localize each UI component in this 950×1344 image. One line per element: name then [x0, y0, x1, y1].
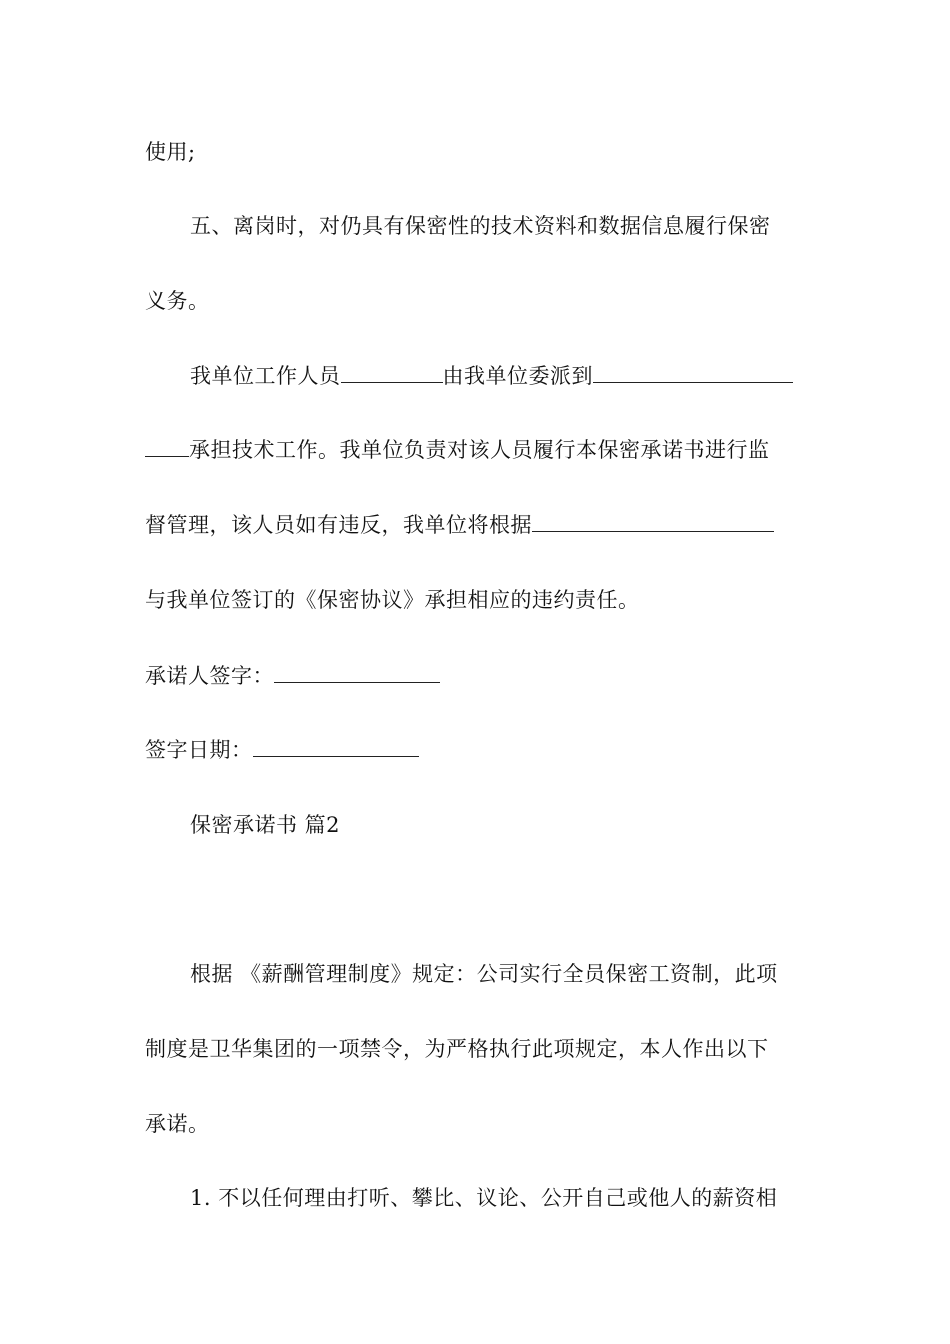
- date-blank: [253, 736, 419, 757]
- text-line: 五、离岗时，对仍具有保密性的技术资料和数据信息履行保密: [190, 214, 771, 238]
- fill-in-blank: [145, 436, 189, 457]
- text-segment: 承担技术工作。我单位负责对该人员履行本保密承诺书进行监: [189, 438, 770, 462]
- fill-in-blank: [341, 362, 443, 383]
- fill-in-blank: [532, 511, 774, 532]
- text-line: 制度是卫华集团的一项禁令，为严格执行此项规定，本人作出以下: [145, 1037, 769, 1061]
- text-line: 根据 《薪酬管理制度》规定：公司实行全员保密工资制，此项: [190, 962, 778, 986]
- section-heading: 保密承诺书 篇2: [190, 813, 341, 837]
- signature-label: 承诺人签字：: [145, 664, 274, 688]
- text-line: 承诺。: [145, 1112, 210, 1136]
- fill-in-blank: [593, 362, 793, 383]
- text-segment: 由我单位委派到: [442, 364, 593, 388]
- text-segment: 督管理，该人员如有违反，我单位将根据: [145, 513, 532, 537]
- text-line: [145, 511, 774, 539]
- text-line: [145, 436, 770, 464]
- signature-blank: [274, 662, 440, 683]
- text-line: [190, 362, 793, 390]
- list-item: 1. 不以任何理由打听、攀比、议论、公开自己或他人的薪资相: [190, 1186, 778, 1210]
- text-segment: 我单位工作人员: [190, 364, 341, 388]
- date-label: 签字日期：: [145, 738, 253, 762]
- text-line: 与我单位签订的《保密协议》承担相应的违约责任。: [145, 588, 640, 612]
- signature-line: [145, 662, 440, 690]
- date-line: [145, 736, 419, 764]
- text-line: 使用;: [145, 140, 196, 164]
- text-line: 义务。: [145, 289, 210, 313]
